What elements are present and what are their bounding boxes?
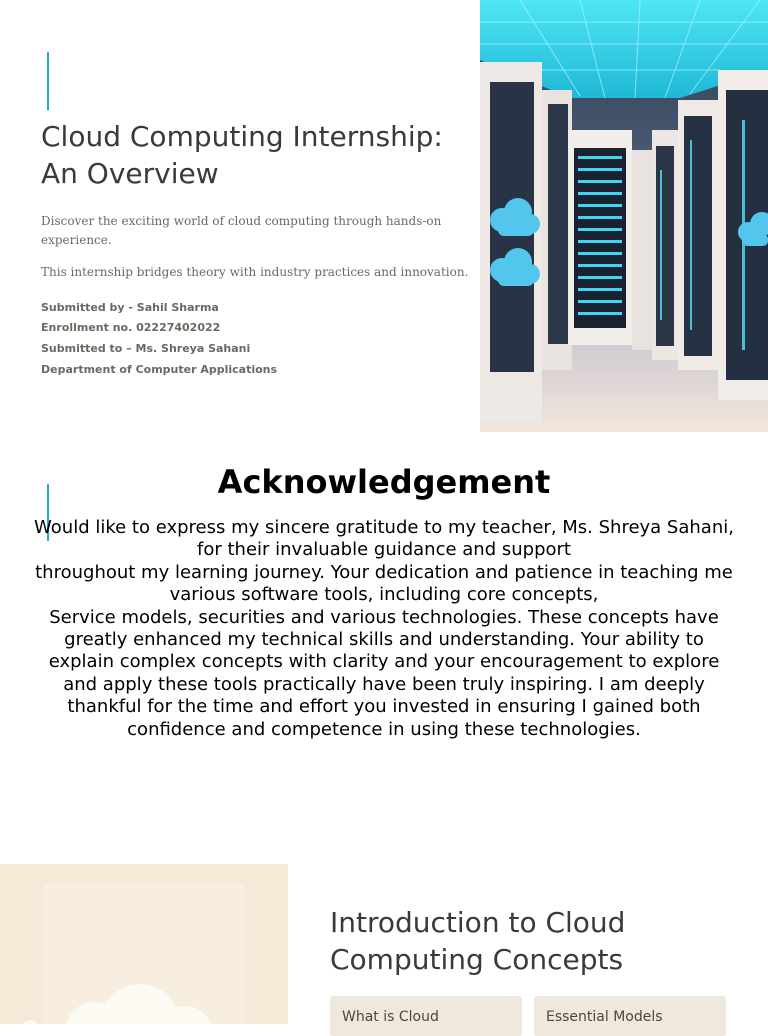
title-slide (0, 0, 768, 432)
cloud-illustration (0, 864, 288, 1024)
title-accent-bar (47, 52, 49, 110)
slide-title: Cloud Computing Internship: An Overview (41, 120, 443, 190)
department: Department of Computer Applications (41, 363, 278, 376)
server-room-image (480, 0, 768, 432)
introduction-title: Introduction to Cloud Computing Concepts (330, 906, 626, 976)
submitted-by: Submitted by - Sahil Sharma (41, 301, 219, 314)
acknowledgement-line: Would like to express my sincere gratitude to my teacher, Ms. Shreya Sahani, for their invaluable guidance and support (34, 517, 734, 561)
slide-description: Discover the exciting world of cloud computing through hands-on experience. (41, 214, 442, 247)
acknowledgement-line: Service models, securities and various technologies. These concepts have greatly enhanced my technical skills and understanding. Your ability to explain complex concepts with clarity and your encouragement to explore and apply these tools practically have been truly inspiring. I am deeply thankful for the time and effort you invested in ensuring I gained both confidence and competence in using these technologies. (48, 606, 720, 740)
acknowledgement-line: throughout my learning journey. Your dedication and patience in teaching me various software tools, including core concepts, (35, 561, 733, 606)
acknowledgement-title: Acknowledgement (217, 463, 551, 501)
slide-description-secondary: This internship bridges theory with industry practices and innovation. (41, 265, 469, 279)
enrollment-number: Enrollment no. 02227402022 (41, 321, 221, 334)
card-essential-models[interactable]: Essential Models (534, 996, 726, 1036)
acknowledgement-body (30, 517, 738, 741)
card-what-is-cloud[interactable]: What is Cloud (330, 996, 522, 1036)
submitted-to: Submitted to – Ms. Shreya Sahani (41, 342, 251, 355)
